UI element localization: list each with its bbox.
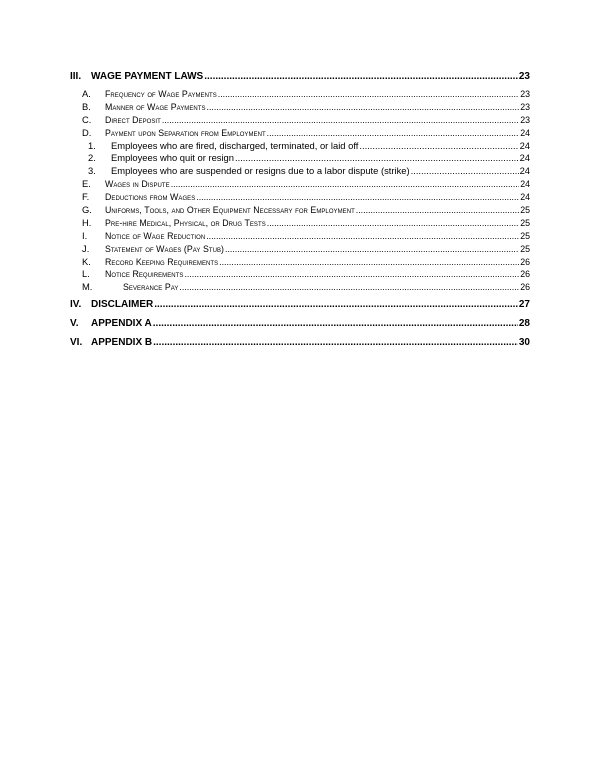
toc-page-number: 25 xyxy=(520,230,530,241)
toc-section-number: III. xyxy=(70,71,82,82)
toc-entry-title: Deductions from Wages xyxy=(105,192,196,203)
toc-entry-title: Statement of Wages (Pay Stub) xyxy=(105,243,224,254)
toc-dot-leader xyxy=(162,114,519,127)
toc-entry-title: Uniforms, Tools, and Other Equipment Necessary for Employment xyxy=(105,205,355,216)
toc-page-number: 23 xyxy=(520,114,530,125)
toc-entry-letter: J. xyxy=(82,242,90,254)
toc-entry-direct-deposit[interactable] xyxy=(70,114,530,127)
toc-dot-leader xyxy=(153,334,518,351)
toc-entry-manner-of-wage-payments[interactable] xyxy=(70,101,530,114)
toc-section-appendix-a[interactable] xyxy=(70,315,530,332)
toc-entry-title: Notice Requirements xyxy=(105,269,184,280)
toc-subentry-number: 3. xyxy=(88,165,96,177)
toc-dot-leader xyxy=(225,243,519,256)
toc-entry-title: Severance Pay xyxy=(123,282,179,293)
toc-entry-pre-hire-medical-tests[interactable] xyxy=(70,217,530,230)
toc-entry-title: Manner of Wage Payments xyxy=(105,101,206,112)
toc-entry-letter: E. xyxy=(82,178,91,190)
toc-page-number: 23 xyxy=(518,71,530,82)
toc-dot-leader xyxy=(356,204,519,217)
toc-dot-leader xyxy=(196,191,519,204)
toc-section-title: APPENDIX B xyxy=(91,337,153,349)
toc-dot-leader xyxy=(204,68,518,85)
toc-page-number: 25 xyxy=(520,217,530,228)
toc-section-appendix-b[interactable] xyxy=(70,334,530,351)
toc-subentry-suspended-labor-dispute[interactable] xyxy=(70,165,530,178)
toc-entry-notice-requirements[interactable] xyxy=(70,268,530,281)
toc-dot-leader xyxy=(179,281,519,294)
toc-entry-title: Wages in Dispute xyxy=(105,179,170,190)
toc-page-number: 24 xyxy=(519,152,530,164)
toc-page-number: 26 xyxy=(520,282,530,293)
toc-subentry-title: Employees who quit or resign xyxy=(111,152,234,164)
toc-section-disclaimer[interactable] xyxy=(70,296,530,313)
toc-entry-severance-pay[interactable] xyxy=(70,281,530,294)
toc-subentry-fired-discharged[interactable] xyxy=(70,140,530,153)
toc-dot-leader xyxy=(411,165,519,178)
toc-entry-letter: B. xyxy=(82,100,91,112)
toc-section-title: APPENDIX A xyxy=(91,318,152,330)
toc-entry-letter: D. xyxy=(82,126,92,138)
toc-dot-leader xyxy=(206,230,519,243)
toc-page-number: 24 xyxy=(520,179,530,190)
toc-subentry-title: Employees who are fired, discharged, terminated, or laid off xyxy=(111,139,359,151)
toc-entry-letter: A. xyxy=(82,88,91,99)
table-of-contents xyxy=(70,68,530,351)
toc-entry-title: Pre-hire Medical, Physical, or Drug Tests xyxy=(105,217,266,228)
toc-entry-uniforms-tools-equipment[interactable] xyxy=(70,204,530,217)
toc-dot-leader xyxy=(359,140,518,153)
toc-dot-leader xyxy=(153,315,518,332)
toc-page-number: 24 xyxy=(520,192,530,203)
toc-section-title: DISCLAIMER xyxy=(91,299,154,311)
toc-entry-letter: K. xyxy=(82,255,91,267)
toc-section-number: IV. xyxy=(70,299,82,311)
toc-page-number: 26 xyxy=(520,269,530,280)
toc-entry-letter: L. xyxy=(82,268,90,280)
toc-page-number: 24 xyxy=(519,139,530,151)
toc-dot-leader xyxy=(267,217,519,230)
toc-dot-leader xyxy=(218,88,519,101)
toc-dot-leader xyxy=(171,178,520,191)
toc-section-number: VI. xyxy=(70,337,83,349)
toc-dot-leader xyxy=(219,256,519,269)
toc-entry-title: Record Keeping Requirements xyxy=(105,256,219,267)
toc-entry-payment-upon-separation[interactable] xyxy=(70,127,530,140)
toc-entry-letter: G. xyxy=(82,204,92,216)
toc-dot-leader xyxy=(235,152,519,165)
toc-section-wage-payment-laws[interactable] xyxy=(70,68,530,85)
toc-page-number: 24 xyxy=(520,127,530,138)
toc-entry-letter: H. xyxy=(82,216,92,228)
toc-entry-title: Notice of Wage Reduction xyxy=(105,230,206,241)
toc-page-number: 24 xyxy=(519,165,530,177)
toc-subentry-title: Employees who are suspended or resigns due to a labor dispute (strike) xyxy=(111,165,410,177)
toc-subentry-number: 1. xyxy=(88,139,96,151)
toc-entry-wages-in-dispute[interactable] xyxy=(70,178,530,191)
toc-page-number: 23 xyxy=(520,89,530,99)
toc-section-title: WAGE PAYMENT LAWS xyxy=(91,71,204,82)
toc-page-number: 23 xyxy=(520,101,530,112)
toc-page-number: 28 xyxy=(518,318,530,330)
toc-dot-leader xyxy=(184,268,519,281)
toc-subentry-quit-or-resign[interactable] xyxy=(70,152,530,165)
toc-page-number: 26 xyxy=(520,256,530,267)
toc-entry-title: Payment upon Separation from Employment xyxy=(105,127,266,138)
toc-entry-title: Frequency of Wage Payments xyxy=(105,89,217,99)
toc-entry-letter: M. xyxy=(82,281,93,293)
toc-page-number: 25 xyxy=(520,205,530,216)
toc-entry-deductions-from-wages[interactable] xyxy=(70,191,530,204)
toc-subentry-number: 2. xyxy=(88,152,96,164)
toc-entry-letter: F. xyxy=(82,191,90,203)
toc-page-number: 25 xyxy=(520,243,530,254)
toc-entry-title: Direct Deposit xyxy=(105,114,161,125)
toc-entry-record-keeping[interactable] xyxy=(70,256,530,269)
toc-page-number: 30 xyxy=(518,337,530,349)
toc-dot-leader xyxy=(267,127,520,140)
toc-entry-frequency-of-wage-payments[interactable] xyxy=(70,88,530,101)
toc-entry-notice-of-wage-reduction[interactable] xyxy=(70,230,530,243)
toc-page-number: 27 xyxy=(518,299,530,311)
toc-entry-letter: C. xyxy=(82,113,92,125)
toc-entry-statement-of-wages[interactable] xyxy=(70,243,530,256)
toc-dot-leader xyxy=(207,101,520,114)
toc-dot-leader xyxy=(154,296,518,313)
toc-entry-letter: I. xyxy=(82,229,88,241)
toc-section-number: V. xyxy=(70,318,79,330)
